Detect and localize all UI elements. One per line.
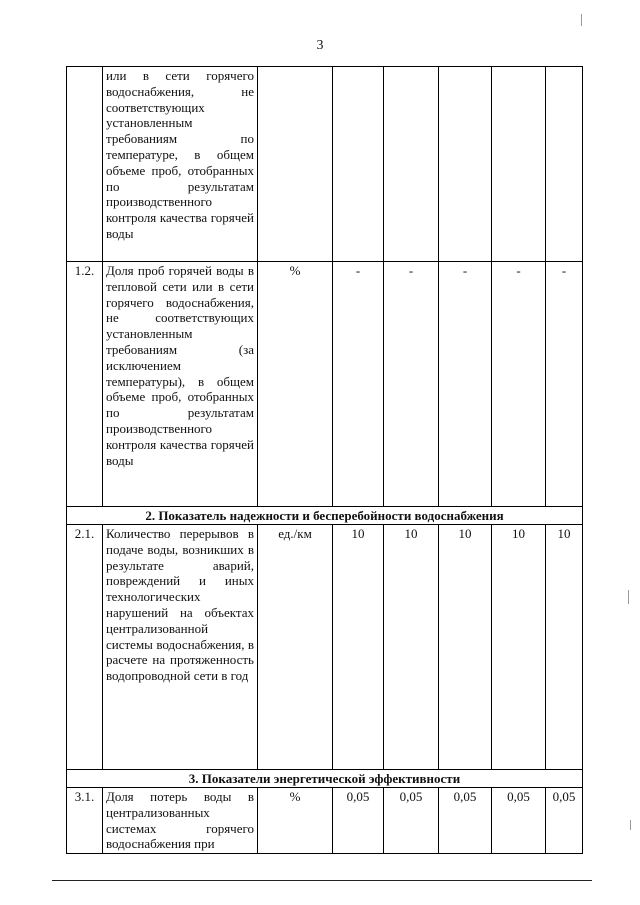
value-cell: - [492, 262, 546, 507]
value-cell [439, 67, 492, 262]
row-number [67, 67, 103, 262]
indicator-description: Количество перерывов в подаче воды, возникших в результате аварий, повреждений и иных технологических нарушений на объектах централизованной системы водоснабжения, в расчете на протяженность водопроводной сети в год [103, 525, 258, 770]
value-cell: 0,05 [439, 788, 492, 854]
value-cell: 0,05 [384, 788, 439, 854]
value-cell [492, 67, 546, 262]
value-cell: 0,05 [492, 788, 546, 854]
section-title: 2. Показатель надежности и бесперебойности водоснабжения [67, 507, 583, 525]
section-header-row [67, 770, 583, 788]
table-row [67, 525, 583, 770]
unit-cell: % [258, 788, 333, 854]
row-number: 2.1. [67, 525, 103, 770]
scan-edge-mark [628, 590, 629, 604]
value-cell [546, 67, 583, 262]
table-row [67, 788, 583, 854]
scan-edge-mark [581, 14, 582, 26]
indicator-description: или в сети горячего водоснабжения, не соответствующих установленным требованиям по температуре, в общем объеме проб, отобранных по результатам производственного контроля качества горячей воды [103, 67, 258, 262]
value-cell: 0,05 [333, 788, 384, 854]
page-number: 3 [316, 38, 324, 53]
section-title: 3. Показатели энергетической эффективности [67, 770, 583, 788]
indicators-table [66, 66, 583, 854]
value-cell: - [546, 262, 583, 507]
value-cell: - [384, 262, 439, 507]
unit-cell: ед./км [258, 525, 333, 770]
value-cell: - [439, 262, 492, 507]
value-cell: 10 [384, 525, 439, 770]
row-number: 3.1. [67, 788, 103, 854]
value-cell [333, 67, 384, 262]
value-cell: 10 [492, 525, 546, 770]
row-number: 1.2. [67, 262, 103, 507]
indicator-description: Доля проб горячей воды в тепловой сети или в сети горячего водоснабжения, не соответствующих установленным требованиям (за исключением температуры), в общем объеме проб, отобранных по результатам производственного контроля качества горячей воды [103, 262, 258, 507]
value-cell: 0,05 [546, 788, 583, 854]
table-row [67, 67, 583, 262]
scan-edge-line [52, 880, 592, 881]
indicator-description: Доля потерь воды в централизованных системах горячего водоснабжения при [103, 788, 258, 854]
value-cell: 10 [546, 525, 583, 770]
value-cell [384, 67, 439, 262]
value-cell: - [333, 262, 384, 507]
scan-edge-mark [630, 820, 631, 830]
value-cell: 10 [333, 525, 384, 770]
table-row [67, 262, 583, 507]
unit-cell [258, 67, 333, 262]
section-header-row [67, 507, 583, 525]
unit-cell: % [258, 262, 333, 507]
value-cell: 10 [439, 525, 492, 770]
